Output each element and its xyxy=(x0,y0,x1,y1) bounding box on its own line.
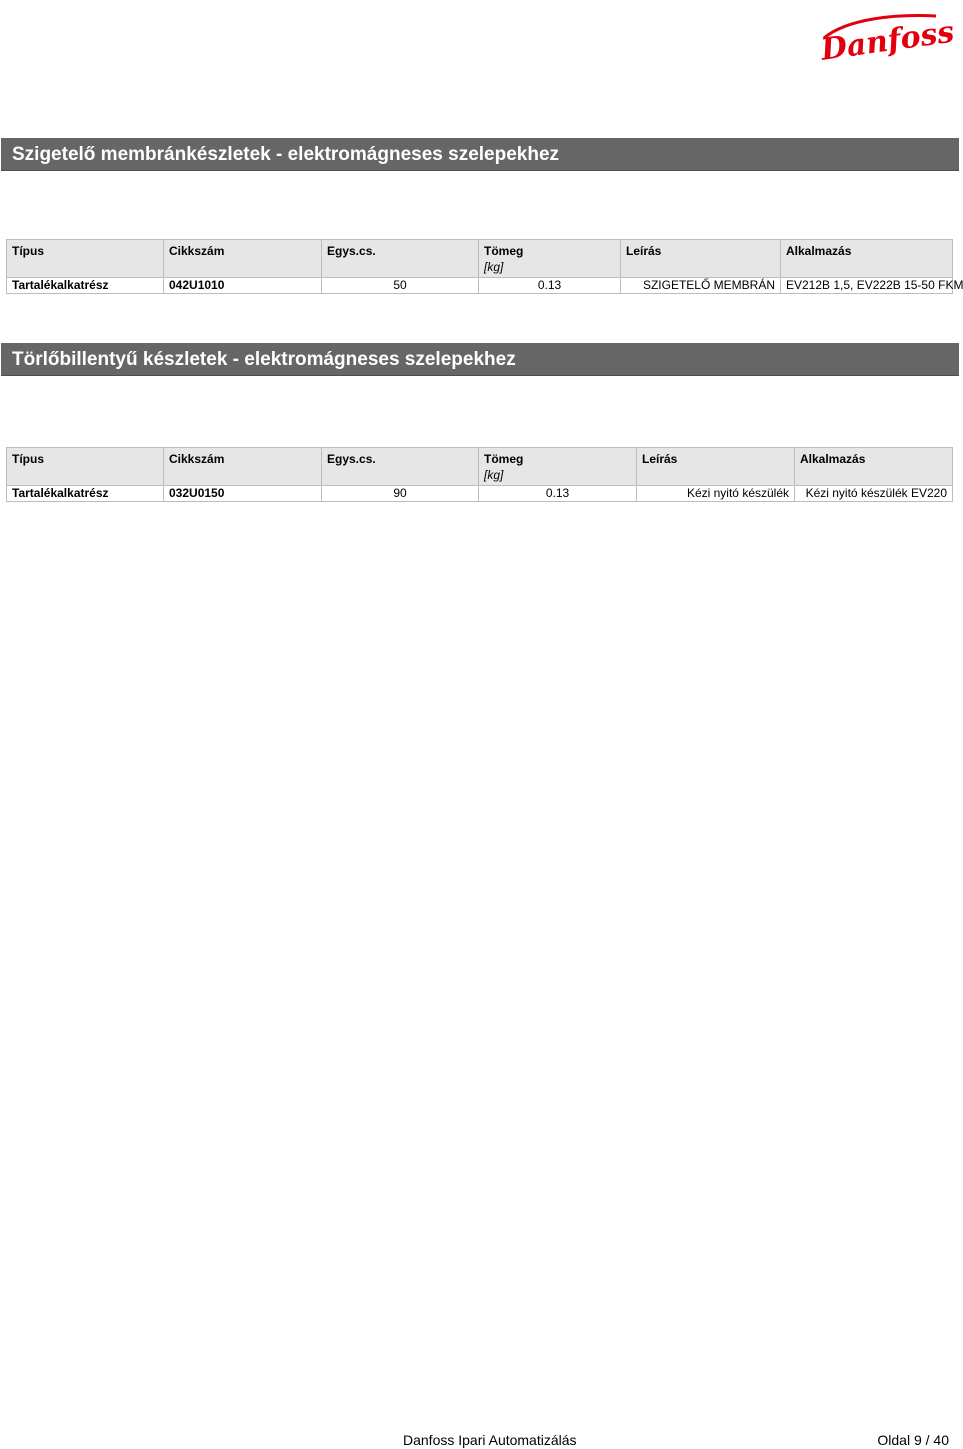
cell-cikkszam: 032U0150 xyxy=(164,486,322,502)
header-egys: Egys.cs. xyxy=(322,240,479,278)
cell-egys: 50 xyxy=(322,278,479,294)
cell-leiras: Kézi nyitó készülék xyxy=(637,486,795,502)
cell-alkalmazas: Kézi nyitó készülék EV220 xyxy=(795,486,953,502)
header-cikkszam: Cikkszám xyxy=(164,240,322,278)
header-tomeg-unit: [kg] xyxy=(484,468,504,482)
table-row xyxy=(7,278,953,294)
header-alkalmazas: Alkalmazás xyxy=(795,448,953,486)
cell-egys: 90 xyxy=(322,486,479,502)
header-cikkszam: Cikkszám xyxy=(164,448,322,486)
header-egys: Egys.cs. xyxy=(322,448,479,486)
header-tomeg-label: Tömeg xyxy=(484,452,524,466)
header-tomeg xyxy=(479,240,621,278)
header-leiras: Leírás xyxy=(637,448,795,486)
parts-table-membrane xyxy=(6,239,963,294)
parts-table-wiper xyxy=(6,447,953,502)
footer-company: Danfoss Ipari Automatizálás xyxy=(403,1432,577,1448)
header-tomeg-label: Tömeg xyxy=(484,244,524,258)
cell-tipus: Tartalékalkatrész xyxy=(7,278,164,294)
svg-text:Danfoss: Danfoss xyxy=(818,14,957,68)
cell-leiras: SZIGETELŐ MEMBRÁN xyxy=(621,278,781,294)
header-tomeg xyxy=(479,448,637,486)
cell-cikkszam: 042U1010 xyxy=(164,278,322,294)
section-title-wiper-kits: Törlőbillentyű készletek - elektromágneses szelepekhez xyxy=(1,343,959,376)
cell-tomeg: 0.13 xyxy=(479,278,621,294)
table-header-row xyxy=(7,240,953,278)
cell-tipus: Tartalékalkatrész xyxy=(7,486,164,502)
cell-alkalmazas: EV212B 1,5, EV222B 15-50 FKM xyxy=(781,278,953,294)
section-title-membrane-kits: Szigetelő membránkészletek - elektromágneses szelepekhez xyxy=(1,138,959,171)
header-alkalmazas: Alkalmazás xyxy=(781,240,953,278)
header-tipus: Típus xyxy=(7,240,164,278)
danfoss-logo xyxy=(818,8,957,68)
header-tomeg-unit: [kg] xyxy=(484,260,504,274)
footer-page-number: Oldal 9 / 40 xyxy=(877,1432,949,1448)
cell-tomeg: 0.13 xyxy=(479,486,637,502)
table-row xyxy=(7,486,953,502)
header-tipus: Típus xyxy=(7,448,164,486)
table-header-row xyxy=(7,448,953,486)
header-leiras: Leírás xyxy=(621,240,781,278)
